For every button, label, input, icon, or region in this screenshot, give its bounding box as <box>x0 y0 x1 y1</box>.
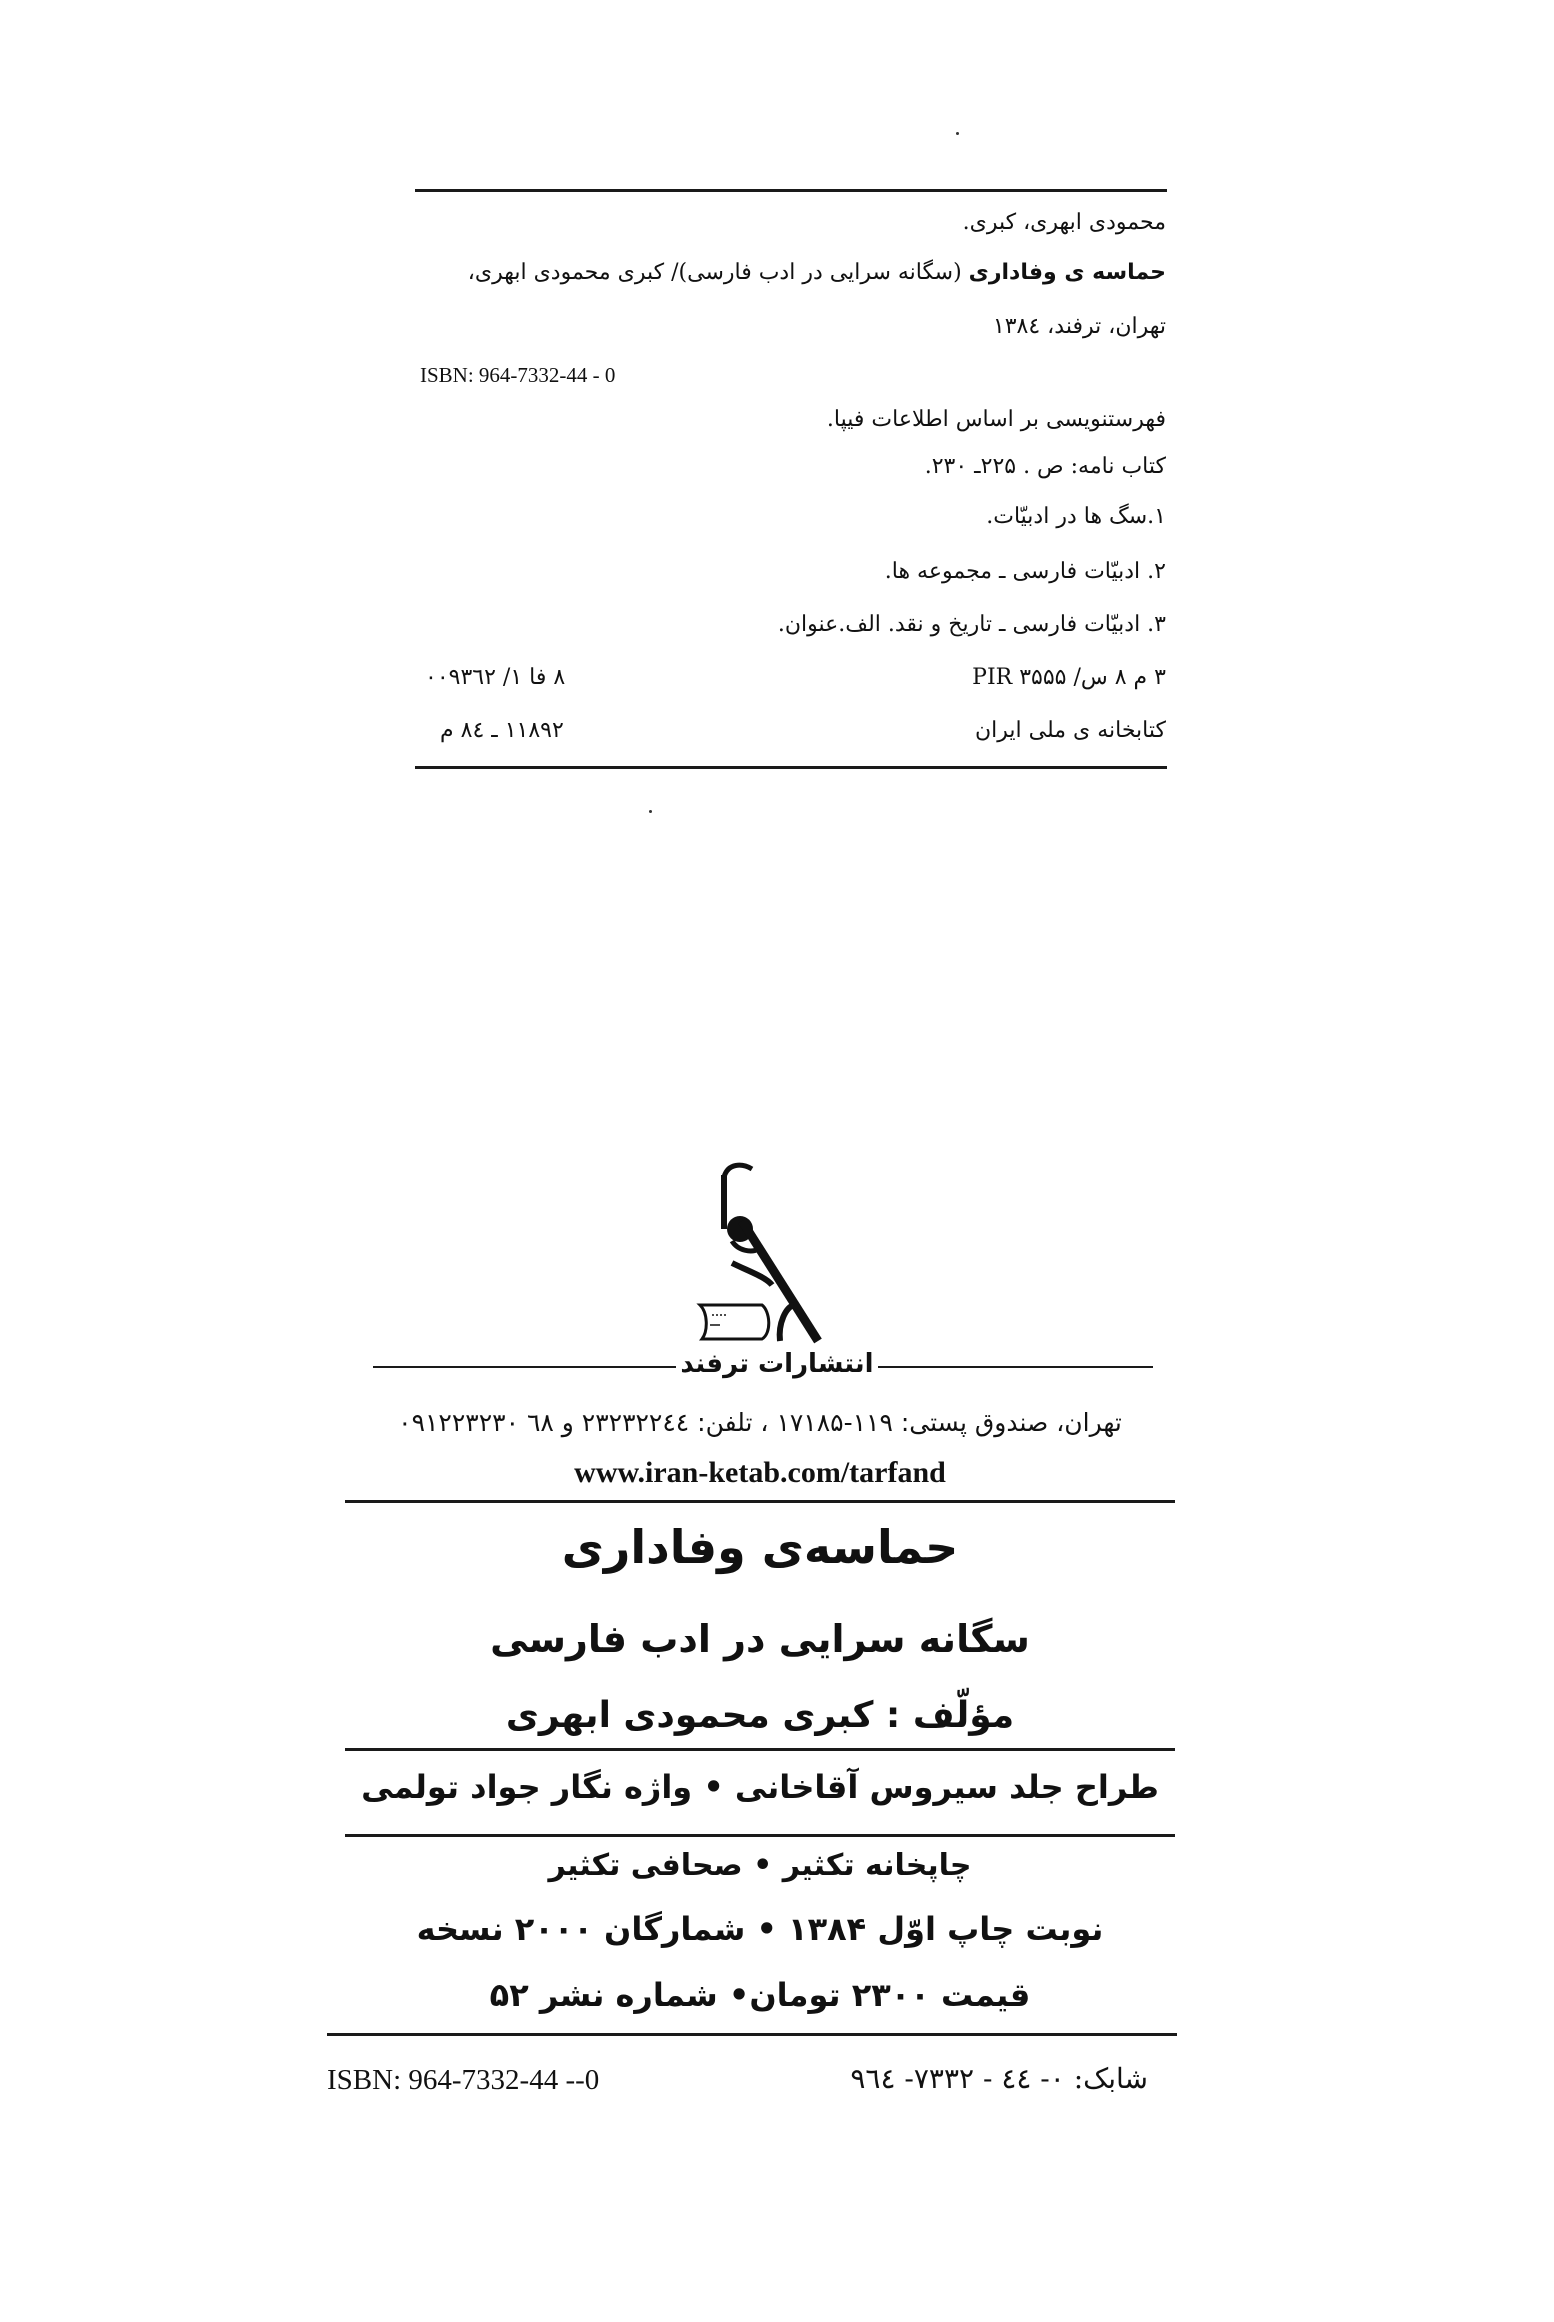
cip-subject-3: ۳. ادبیّات فارسی ـ تاریخ و نقد. الف.عنوان. <box>777 612 1166 637</box>
cip-fipa-note: فهرستنویسی بر اساس اطلاعات فیپا. <box>826 407 1166 432</box>
credits-edition: نوبت چاپ اوّل ۱۳۸۴ • شمارگان ۲۰۰۰ نسخه <box>416 1910 1104 1948</box>
cip-title-rest: (سگانه سرایی در ادب فارسی)/ کبری محمودی ابهری، <box>467 260 969 285</box>
isbn-persian: شابک: ۰- ٤٤ - ۷۳۳۲- ۹٦٤ <box>850 2062 1148 2095</box>
cip-imprint: تهران، ترفند، ۱۳۸٤ <box>992 314 1166 339</box>
cip-title-line <box>468 258 1166 288</box>
cip-library: کتابخانه ی ملی ایران <box>974 718 1166 743</box>
book-author: مؤلّف : کبری محمودی ابهری <box>505 1695 1015 1736</box>
book-subtitle: سگانه سرایی در ادب فارسی <box>490 1617 1030 1661</box>
scan-speck <box>956 132 959 135</box>
book-title: حماسه‌ی وفاداری <box>561 1520 959 1574</box>
footer-top-rule <box>327 2033 1177 2036</box>
isbn-english: ISBN: 964-7332-44 --0 <box>327 2064 600 2096</box>
credits-printing: چاپخانه تکثیر • صحافی تکثیر <box>548 1848 972 1883</box>
book-figure-logo-icon <box>690 1155 860 1345</box>
cip-bibliography: کتاب نامه: ص . ۲۲۵ـ ۲۳۰. <box>924 454 1166 479</box>
cip-bottom-rule <box>415 766 1167 769</box>
credits-designers: طراح جلد سیروس آقاخانی • واژه نگار جواد تولمی <box>361 1768 1159 1806</box>
cip-classification-lc: ۳ م ۸ س/ PIR ۳۵۵۵ <box>972 665 1166 690</box>
cip-title-bold: حماسه ی وفاداری <box>968 260 1166 285</box>
publisher-website-link[interactable]: www.iran-ketab.com/tarfand <box>574 1456 946 1489</box>
cip-national-number: ۱۱۸۹۲ ـ ۸٤ م <box>440 718 564 743</box>
cip-classification-dewey: ۸ فا ۱/ ۰۰۹۳٦۲ <box>425 665 566 690</box>
credits-rule <box>345 1834 1175 1837</box>
scan-speck <box>649 810 652 813</box>
cip-subject-2: ۲. ادبیّات فارسی ـ مجموعه ها. <box>884 559 1166 584</box>
credits-price: قیمت ۲۳۰۰ تومان• شماره نشر ۵۲ <box>489 1976 1031 2014</box>
cip-top-rule <box>415 189 1167 192</box>
publisher-bottom-rule <box>345 1500 1175 1503</box>
publisher-name: انتشارات ترفند <box>0 1349 1554 1379</box>
cip-isbn: ISBN: 964-7332-44 - 0 <box>420 363 616 387</box>
author-bottom-rule <box>345 1748 1175 1751</box>
cip-subject-1: ۱.سگ ها در ادبیّات. <box>986 504 1166 529</box>
publisher-address: تهران، صندوق پستی: ۱۱۹-۱۷۱۸۵ ، تلفن: ۲۳۲۳۲۲٤٤ و ٦۸ ۰۹۱۲۲۳۲۳۰ <box>398 1408 1122 1437</box>
cip-author-heading: محمودی ابهری، کبری. <box>962 210 1166 235</box>
